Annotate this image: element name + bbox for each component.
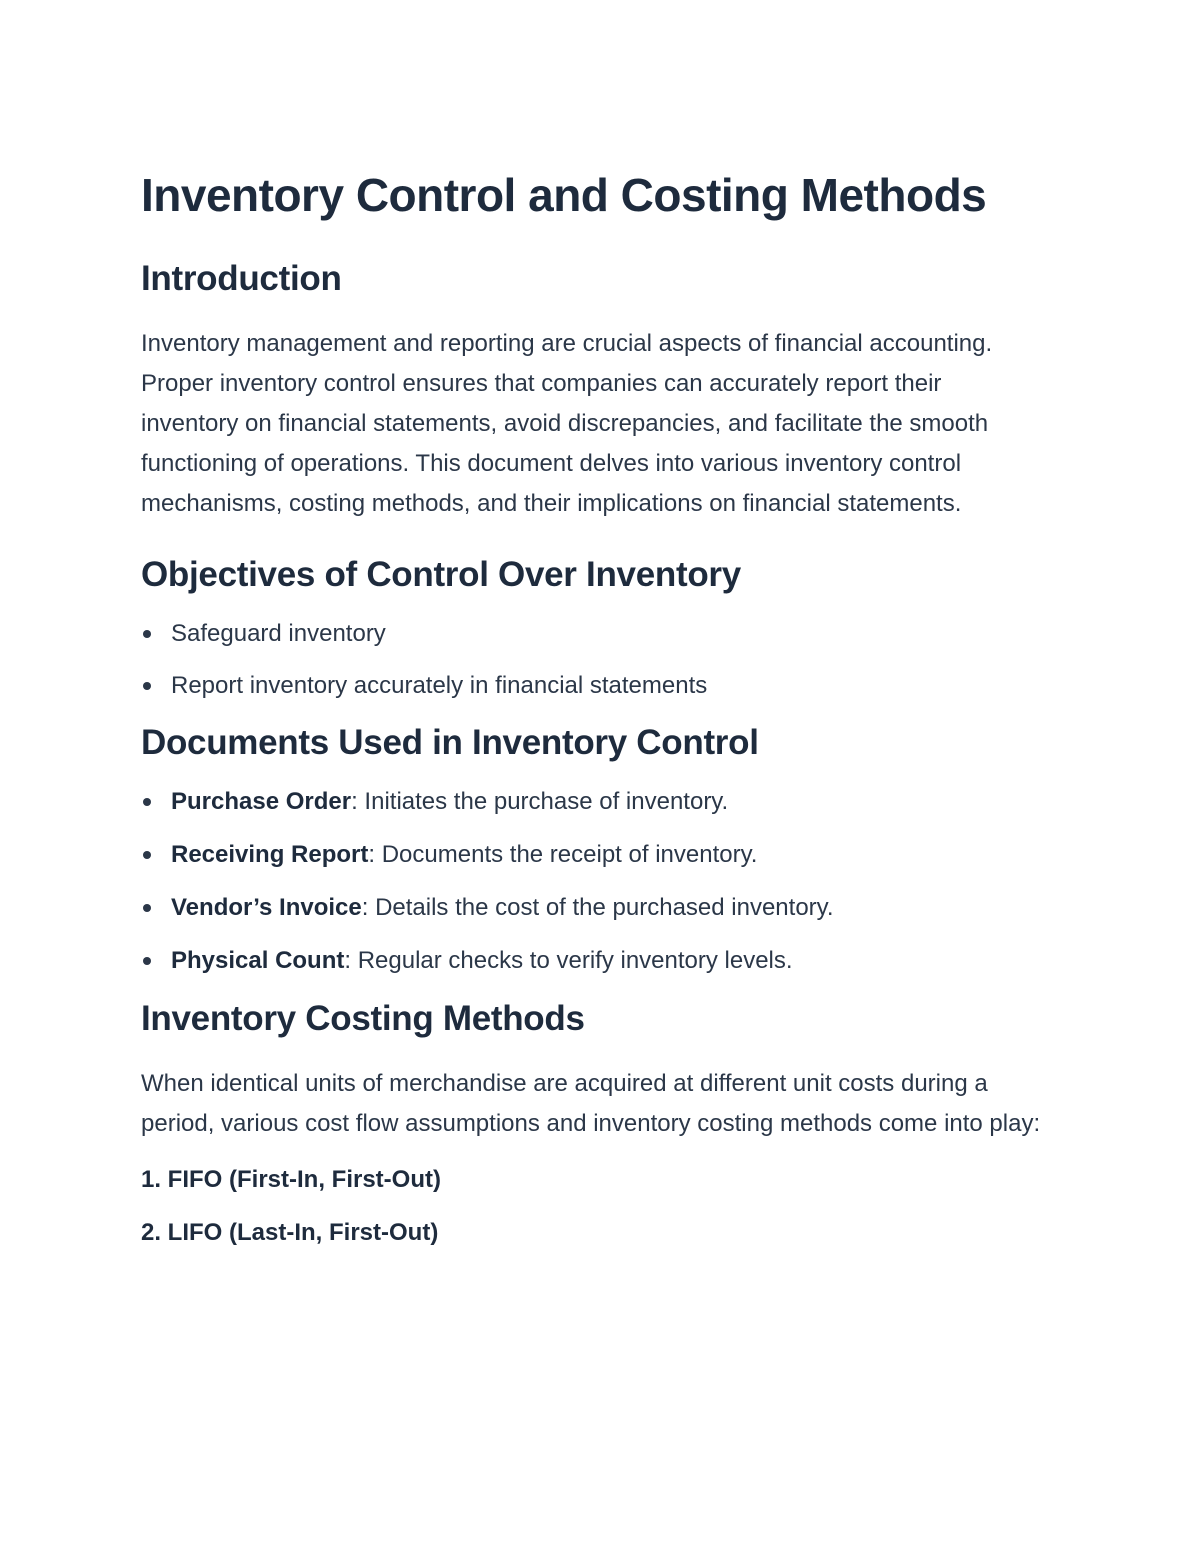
costing-methods-paragraph: When identical units of merchandise are acquired at different unit costs during a period, various cost flow assumptions and inventory costing methods come into play: [141, 1070, 1041, 1137]
list-item: 2. LIFO (Last-In, First-Out) [141, 1219, 439, 1246]
list-item-term: Receiving Report [171, 841, 369, 868]
objectives-heading: Objectives of Control Over Inventory [141, 555, 741, 594]
list-item-text: Report inventory accurately in financial statements [171, 672, 708, 699]
list-item-text: : Documents the receipt of inventory. [368, 841, 758, 868]
list-item-text: Safeguard inventory [171, 620, 386, 647]
list-item [141, 670, 1041, 702]
documents-heading: Documents Used in Inventory Control [141, 723, 759, 762]
bullet-icon [143, 798, 151, 806]
list-item-text: : Regular checks to verify inventory levels. [344, 947, 793, 974]
introduction-heading: Introduction [141, 259, 342, 298]
bullet-icon [143, 682, 151, 690]
bullet-icon [143, 904, 151, 912]
costing-methods-list [141, 1164, 1041, 1249]
list-item [141, 618, 1041, 650]
list-item [141, 839, 1041, 871]
bullet-icon [143, 957, 151, 965]
list-item-text: : Details the cost of the purchased inventory. [361, 894, 834, 921]
document-title: Inventory Control and Costing Methods [141, 169, 987, 221]
list-item [141, 945, 1041, 977]
introduction-paragraph: Inventory management and reporting are crucial aspects of financial accounting. Proper inventory control ensures that companies can accurately report their inventory on financial statements, avoid discrepancies, and facilitate the smooth functioning of operations. This document delves into various inventory control mechanisms, costing methods, and their implications on financial statements. [141, 330, 993, 517]
list-item [141, 786, 1041, 818]
document-page [141, 168, 1041, 1270]
bullet-icon [143, 851, 151, 859]
list-item: 1. FIFO (First-In, First-Out) [141, 1166, 441, 1193]
list-item-text: : Initiates the purchase of inventory. [351, 788, 729, 815]
documents-list [141, 786, 1041, 977]
costing-methods-heading: Inventory Costing Methods [141, 999, 585, 1038]
objectives-list [141, 618, 1041, 702]
list-item-term: Physical Count [171, 947, 345, 974]
list-item-term: Purchase Order [171, 788, 352, 815]
list-item [141, 892, 1041, 924]
bullet-icon [143, 630, 151, 638]
list-item-term: Vendor’s Invoice [171, 894, 362, 921]
